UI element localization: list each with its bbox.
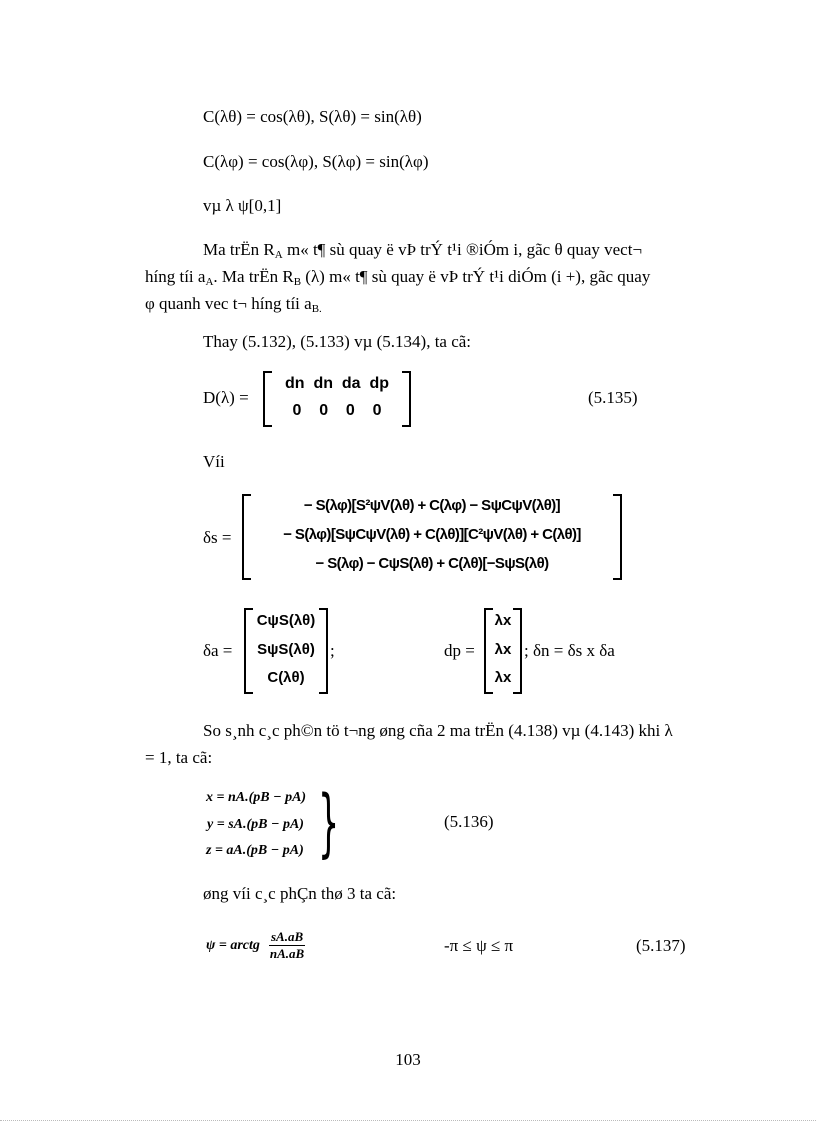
para-text: φ quanh vec t¬ híng tíi a [145, 294, 312, 313]
subscript: B. [311, 303, 322, 315]
matrix-row: CψS(λθ) [256, 612, 316, 629]
components-line: øng víi c¸c phÇn thø 3 ta cã: [203, 884, 397, 903]
psi-lhs: ψ = arctg [206, 938, 260, 953]
matrix-row: dn dn da dp [285, 375, 389, 392]
fraction-numerator: sA.aB [271, 929, 304, 944]
d-lambda-matrix [263, 371, 411, 427]
matrix-row: λx [494, 612, 512, 629]
subscript: B [293, 276, 302, 288]
delta-n-definition: ; δn = δs x δa [524, 641, 615, 660]
matrix-row: − S(λφ)[SψCψV(λθ) + C(λθ)][C²ψV(λθ) + C(λθ)] [283, 526, 581, 543]
para-text: . Ma trËn R [213, 267, 294, 286]
definition-line-phi: C(λφ) = cos(λφ), S(λφ) = sin(λφ) [203, 152, 429, 171]
matrix-row: 0 0 0 0 [292, 402, 382, 419]
delta-s-matrix [242, 494, 622, 580]
matrix-row: − S(λφ) − CψS(λθ) + C(λθ)[−SψS(λθ) [315, 555, 549, 572]
matrix-row: C(λθ) [267, 669, 305, 686]
substitution-line: Thay (5.132), (5.133) vµ (5.134), ta cã: [203, 332, 472, 351]
delta-s-label: δs = [203, 528, 232, 547]
fraction-denominator: nA.aB [269, 946, 305, 961]
para-text: Ma trËn R [203, 240, 275, 259]
psi-range: -π ≤ ψ ≤ π [444, 936, 514, 955]
eq136-row-y: y = sA.(pB − pA) [207, 817, 304, 832]
semicolon: ; [330, 641, 335, 660]
eq136-row-x: x = nA.(pB − pA) [206, 790, 307, 805]
arctg-fraction [269, 929, 305, 962]
para-text: híng tíi a [145, 267, 206, 286]
equation-number-137: (5.137) [636, 936, 686, 955]
delta-a-matrix [244, 608, 328, 694]
matrix-row: λx [494, 669, 512, 686]
matrix-row: SψS(λθ) [257, 641, 315, 658]
dp-label: dp = [444, 641, 475, 660]
para-text: (λ) m« t¶ sù quay ë vÞ trÝ t¹i diÓm (i +), gãc quay [301, 267, 651, 286]
para-line: = 1, ta cã: [145, 748, 213, 767]
matrix-row: λx [494, 641, 512, 658]
eq136-row-z: z = aA.(pB − pA) [206, 843, 304, 858]
page-number: 103 [395, 1050, 421, 1069]
matrix-row: − S(λφ)[S²ψV(λθ) + C(λφ) − SψCψV(λθ)] [303, 497, 561, 514]
para-line: So s¸nh c¸c ph©n tö t¬ng øng cña 2 ma trËn (4.138) vµ (4.143) khi λ [203, 721, 673, 740]
subscript: A [274, 249, 283, 261]
subscript: A [205, 276, 214, 288]
equation-number-135: (5.135) [588, 388, 638, 407]
dp-matrix [484, 608, 522, 694]
paragraph-rotation [145, 236, 735, 317]
para-text: m« t¶ sù quay ë vÞ trÝ t¹i ®iÓm i, gãc θ quay vect¬ [282, 240, 643, 259]
equation-number-136: (5.136) [444, 812, 494, 831]
page-bottom-divider [0, 1120, 816, 1121]
definition-line-theta: C(λθ) = cos(λθ), S(λθ) = sin(λθ) [203, 107, 422, 126]
definition-line-lambda: vµ λ ψ[0,1] [203, 196, 282, 215]
paragraph-comparison [145, 717, 735, 771]
right-brace-icon: } [318, 780, 340, 866]
delta-a-label: δa = [203, 641, 233, 660]
d-lambda-label: D(λ) = [203, 388, 249, 407]
with-label: Víi [203, 452, 225, 471]
